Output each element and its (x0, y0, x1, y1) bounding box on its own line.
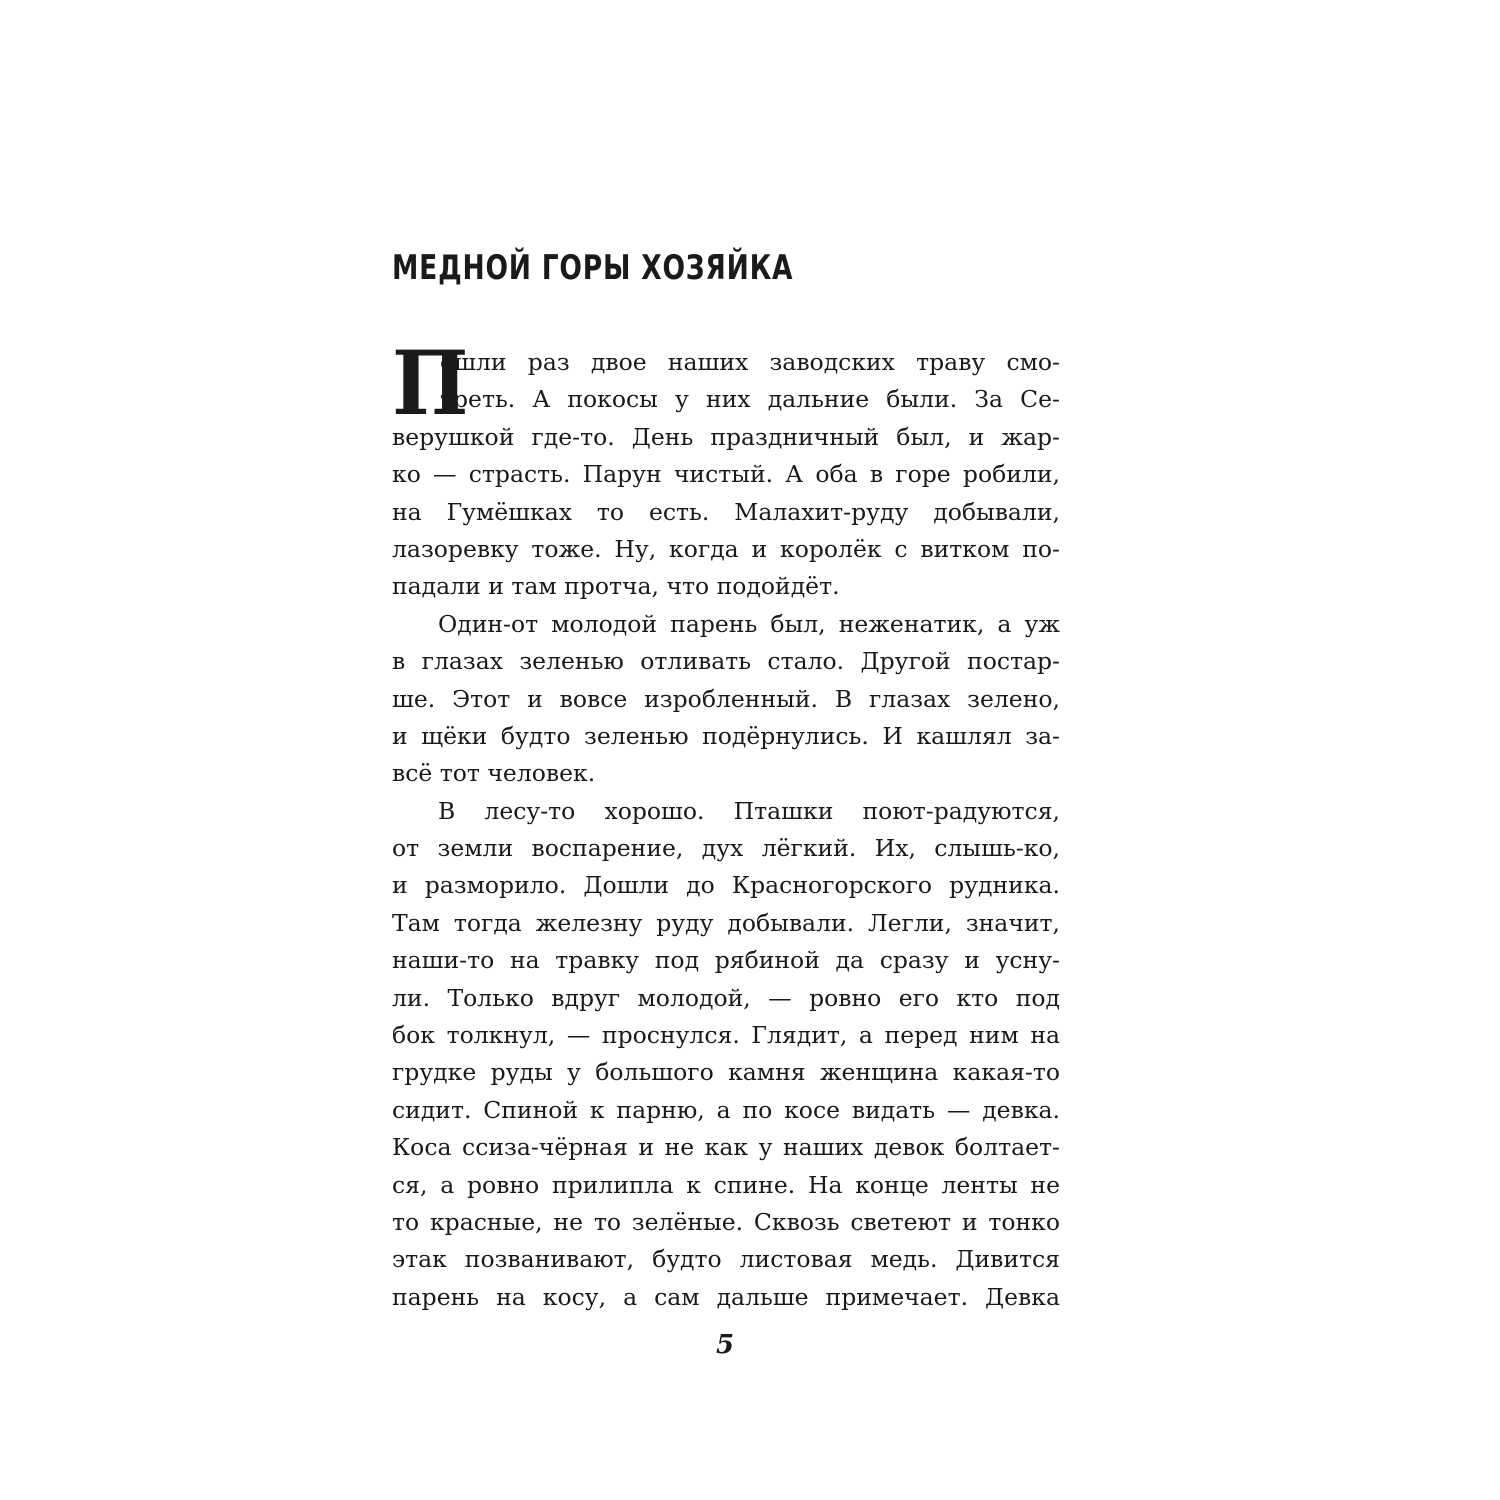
text-line: верушкой где-то. День праздничный был, и жар- (392, 422, 1060, 451)
text-line: и разморило. Дошли до Красногорского рудника. (392, 871, 1060, 900)
chapter-title: МЕДНОЙ ГОРЫ ХОЗЯЙКА (392, 248, 794, 288)
text-line: Там тогда железну руду добывали. Легли, значит, (392, 908, 1060, 937)
text-line: бок толкнул, — проснулся. Глядит, а перед ним на (392, 1021, 1060, 1050)
text-line: ко — страсть. Парун чистый. А оба в горе робили, (392, 460, 1060, 489)
text-line: треть. А покосы у них дальние были. За Се- (440, 385, 1060, 414)
text-line: лазоревку тоже. Ну, когда и королёк с витком по- (392, 534, 1060, 563)
text-line: грудке руды у большого камня женщина какая-то (392, 1058, 1060, 1087)
text-line: то красные, не то зелёные. Сквозь светеют и тонко (392, 1207, 1060, 1236)
text-line: ли. Только вдруг молодой, — ровно его кто под (392, 983, 1060, 1012)
text-line: ошли раз двое наших заводских траву смо- (440, 348, 1060, 376)
text-line: на Гумёшках то есть. Малахит-руду добывали, (392, 497, 1060, 526)
body-text (392, 331, 1060, 1316)
page-number: 5 (715, 1330, 735, 1360)
text-line: В лесу-то хорошо. Пташки поют-радуются, (438, 796, 1060, 825)
text-line: этак позванивают, будто листовая медь. Дивится (392, 1245, 1060, 1274)
text-line: всё тот человек. (392, 759, 596, 788)
text-line: и щёки будто зеленью подёрнулись. И кашлял за- (392, 721, 1060, 750)
text-line: Один-от молодой парень был, неженатик, а уж (438, 609, 1060, 638)
text-line: в глазах зеленью отливать стало. Другой постар- (392, 647, 1060, 676)
text-line: наши-то на травку под рябиной да сразу и усну- (392, 946, 1060, 975)
text-line: падали и там протча, что подойдёт. (392, 572, 840, 601)
text-line: Коса ссиза-чёрная и не как у наших девок болтает- (392, 1133, 1060, 1162)
text-line: ше. Этот и вовсе изробленный. В глазах зелено, (392, 684, 1060, 713)
text-line: от земли воспарение, дух лёгкий. Их, слышь-ко, (392, 834, 1060, 863)
text-line: сидит. Спиной к парню, а по косе видать — девка. (392, 1095, 1060, 1124)
text-line: парень на косу, а сам дальше примечает. Девка (392, 1282, 1060, 1311)
drop-cap: П (392, 331, 469, 435)
text-line: ся, а ровно прилипла к спине. На конце ленты не (392, 1170, 1060, 1199)
